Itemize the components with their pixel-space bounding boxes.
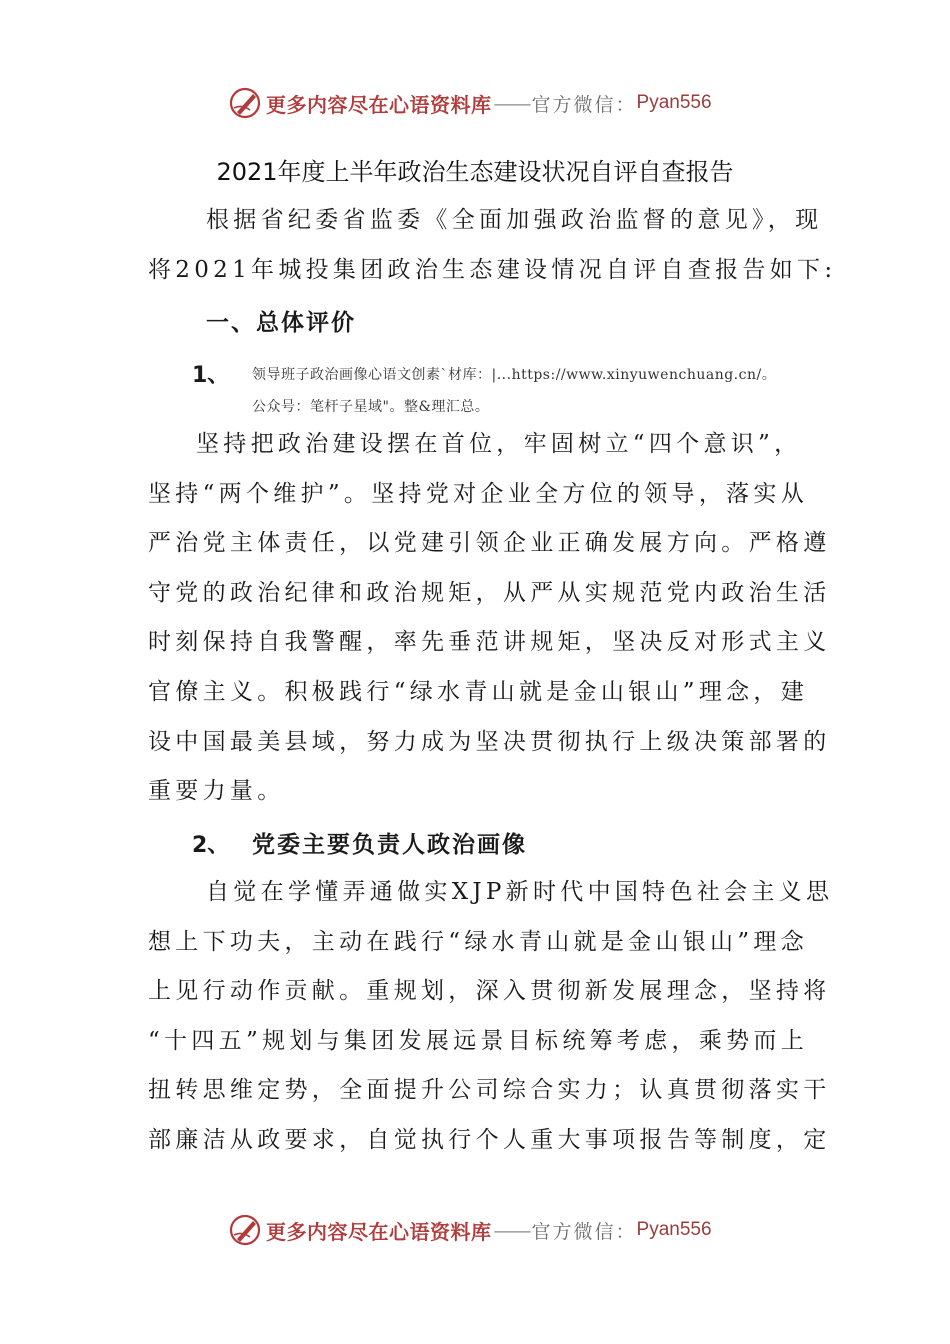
watermark-text: 更多内容尽在心语资料库: [266, 1219, 492, 1244]
paragraph-line: 官僚主义。积极践行“绿水青山就是金山银山”理念，建: [148, 678, 809, 705]
pen-logo-icon: [228, 1213, 262, 1247]
watermark-wechat-id: Pyan556: [636, 1219, 712, 1240]
paragraph-line: 自觉在学懂弄通做实XJP新时代中国特色社会主义思: [206, 879, 834, 905]
pen-logo-icon: [228, 86, 262, 120]
watermark-wechat-label: 官方微信：: [531, 93, 637, 116]
paragraph-line: “十四五”规划与集团发展远景目标统筹考虑，乘势而上: [148, 1027, 809, 1054]
item-number-1: 1、: [192, 363, 230, 388]
watermark-banner-bottom: [228, 1212, 712, 1248]
watermark-banner-top: [228, 85, 712, 121]
item1-text-line: 领导班子政治画像心语文创素`材库：|...https://www.xinyuwenchuang.cn/。: [252, 367, 777, 383]
paragraph-line: 想上下功夫，主动在践行“绿水青山就是金山银山”理念: [148, 928, 809, 955]
paragraph-line: 坚持把政治建设摆在首位，牢固树立“四个意识”，: [196, 431, 802, 457]
intro-line: 根据省纪委省监委《全面加强政治监督的意见》，现: [206, 207, 823, 233]
paragraph-line: 坚持“两个维护”。坚持党对企业全方位的领导，落实从: [148, 480, 809, 507]
section-heading-overall: 一、总体评价: [206, 310, 356, 336]
watermark-text: 更多内容尽在心语资料库: [266, 92, 492, 117]
paragraph-line: 上见行动作贡献。重规划，深入贯彻新发展理念，坚持将: [148, 978, 831, 1005]
body-paragraph-2: [148, 868, 834, 1166]
watermark-wechat-id: Pyan556: [636, 92, 712, 113]
paragraph-line: 时刻保持自我警醒，率先垂范讲规矩，坚决反对形式主义: [148, 629, 831, 656]
intro-paragraph: [148, 196, 837, 295]
paragraph-line: 部廉洁从政要求，自觉执行个人重大事项报告等制度，定: [148, 1126, 831, 1153]
paragraph-line: 设中国最美县域，努力成为坚决贯彻执行上级决策部署的: [148, 728, 831, 755]
item1-text-line: 公众号：笔杆子星域"。整&理汇总。: [252, 399, 490, 415]
item2-heading: 党委主要负责人政治画像: [252, 831, 527, 858]
paragraph-line: 守党的政治纪律和政治规矩，从严从实规范党内政治生活: [148, 579, 831, 606]
paragraph-line: 严治党主体责任，以党建引领企业正确发展方向。严格遵: [148, 530, 831, 557]
body-paragraph-1: [148, 420, 831, 817]
watermark-dash: ——: [493, 91, 530, 115]
watermark-wechat-label: 官方微信：: [531, 1220, 637, 1243]
item-number-2: 2、: [192, 833, 230, 858]
paragraph-line: 扭转思维定势，全面提升公司综合实力；认真贯彻落实干: [148, 1077, 831, 1104]
document-title: 2021年度上半年政治生态建设状况自评自查报告: [216, 158, 734, 186]
watermark-dash: ——: [493, 1218, 530, 1242]
paragraph-line: 重要力量。: [148, 778, 285, 805]
intro-line: 将2021年城投集团政治生态建设情况自评自查报告如下:: [148, 256, 837, 283]
